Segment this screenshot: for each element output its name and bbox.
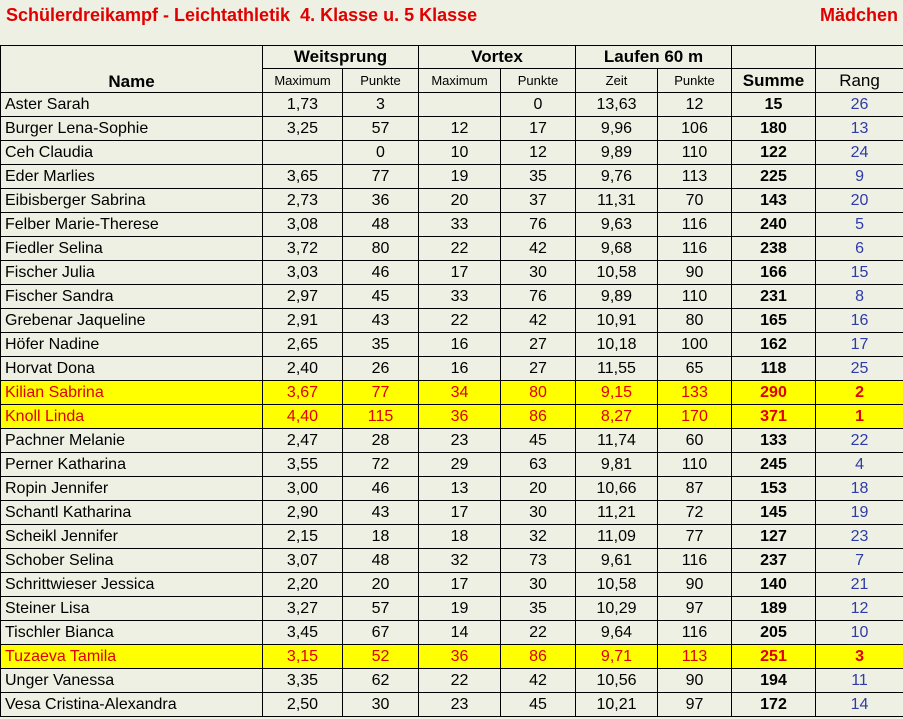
cell-lf-zeit: 10,58 (576, 261, 658, 285)
cell-ws-maximum (263, 141, 343, 165)
cell-vx-maximum: 17 (419, 501, 501, 525)
cell-name: Ceh Claudia (1, 141, 263, 165)
cell-ws-punkte: 26 (343, 357, 419, 381)
cell-name: Aster Sarah (1, 93, 263, 117)
cell-summe: 189 (732, 597, 816, 621)
table-row (1, 525, 903, 549)
header-laufen: Laufen 60 m (576, 46, 732, 69)
cell-ws-maximum: 3,55 (263, 453, 343, 477)
table-row (1, 285, 903, 309)
cell-vx-punkte: 27 (501, 357, 576, 381)
table-row (1, 261, 903, 285)
cell-lf-zeit: 9,89 (576, 285, 658, 309)
cell-summe: 127 (732, 525, 816, 549)
subheader-lf-zeit: Zeit (576, 69, 658, 93)
cell-summe: 140 (732, 573, 816, 597)
cell-ws-maximum: 2,40 (263, 357, 343, 381)
subheader-ws-punkte: Punkte (343, 69, 419, 93)
cell-vx-punkte: 17 (501, 117, 576, 141)
cell-lf-zeit: 8,27 (576, 405, 658, 429)
cell-rang: 24 (816, 141, 903, 165)
cell-name: Horvat Dona (1, 357, 263, 381)
cell-name: Scheikl Jennifer (1, 525, 263, 549)
cell-ws-maximum: 2,15 (263, 525, 343, 549)
cell-name: Burger Lena-Sophie (1, 117, 263, 141)
cell-vx-maximum: 22 (419, 309, 501, 333)
cell-name: Ropin Jennifer (1, 477, 263, 501)
header-weitsprung: Weitsprung (263, 46, 419, 69)
cell-rang: 17 (816, 333, 903, 357)
cell-name: Schantl Katharina (1, 501, 263, 525)
cell-ws-punkte: 0 (343, 141, 419, 165)
cell-summe: 237 (732, 549, 816, 573)
header-rang: Rang (816, 69, 903, 93)
cell-lf-punkte: 70 (658, 189, 732, 213)
subheader-vx-punkte: Punkte (501, 69, 576, 93)
cell-summe: 165 (732, 309, 816, 333)
table-row (1, 309, 903, 333)
cell-lf-punkte: 80 (658, 309, 732, 333)
cell-rang: 11 (816, 669, 903, 693)
cell-vx-maximum: 16 (419, 357, 501, 381)
cell-vx-maximum: 34 (419, 381, 501, 405)
cell-lf-punkte: 12 (658, 93, 732, 117)
cell-lf-zeit: 10,56 (576, 669, 658, 693)
cell-ws-maximum: 2,90 (263, 501, 343, 525)
cell-rang: 9 (816, 165, 903, 189)
table-row (1, 477, 903, 501)
header-summe: Summe (732, 69, 816, 93)
cell-lf-zeit: 9,63 (576, 213, 658, 237)
cell-rang: 19 (816, 501, 903, 525)
cell-name: Fiedler Selina (1, 237, 263, 261)
cell-lf-punkte: 110 (658, 141, 732, 165)
cell-vx-punkte: 35 (501, 597, 576, 621)
cell-name: Perner Katharina (1, 453, 263, 477)
cell-vx-punkte: 45 (501, 693, 576, 717)
cell-rang: 4 (816, 453, 903, 477)
cell-vx-maximum: 22 (419, 669, 501, 693)
cell-vx-punkte: 86 (501, 405, 576, 429)
cell-summe: 153 (732, 477, 816, 501)
cell-vx-punkte: 42 (501, 237, 576, 261)
cell-summe: 231 (732, 285, 816, 309)
cell-vx-punkte: 76 (501, 285, 576, 309)
cell-lf-zeit: 9,61 (576, 549, 658, 573)
cell-vx-maximum: 36 (419, 405, 501, 429)
cell-vx-punkte: 76 (501, 213, 576, 237)
table-row (1, 621, 903, 645)
subheader-vx-maximum: Maximum (419, 69, 501, 93)
table-row (1, 573, 903, 597)
cell-lf-zeit: 11,31 (576, 189, 658, 213)
cell-ws-maximum: 3,08 (263, 213, 343, 237)
cell-vx-punkte: 22 (501, 621, 576, 645)
cell-summe: 245 (732, 453, 816, 477)
cell-summe: 172 (732, 693, 816, 717)
cell-vx-maximum: 19 (419, 165, 501, 189)
cell-lf-zeit: 11,74 (576, 429, 658, 453)
cell-vx-maximum: 23 (419, 693, 501, 717)
cell-ws-maximum: 2,50 (263, 693, 343, 717)
cell-vx-maximum: 12 (419, 117, 501, 141)
cell-lf-zeit: 11,09 (576, 525, 658, 549)
cell-ws-maximum: 3,07 (263, 549, 343, 573)
cell-vx-maximum: 16 (419, 333, 501, 357)
cell-ws-maximum: 3,00 (263, 477, 343, 501)
cell-vx-maximum: 18 (419, 525, 501, 549)
cell-lf-zeit: 13,63 (576, 93, 658, 117)
results-table (0, 45, 903, 717)
cell-summe: 162 (732, 333, 816, 357)
cell-rang: 12 (816, 597, 903, 621)
cell-lf-zeit: 9,68 (576, 237, 658, 261)
cell-lf-punkte: 65 (658, 357, 732, 381)
cell-lf-zeit: 10,18 (576, 333, 658, 357)
cell-ws-maximum: 2,47 (263, 429, 343, 453)
cell-lf-zeit: 10,58 (576, 573, 658, 597)
cell-ws-punkte: 45 (343, 285, 419, 309)
cell-ws-punkte: 30 (343, 693, 419, 717)
table-row (1, 381, 903, 405)
cell-summe: 180 (732, 117, 816, 141)
cell-vx-maximum (419, 93, 501, 117)
table-row (1, 405, 903, 429)
cell-summe: 240 (732, 213, 816, 237)
cell-rang: 22 (816, 429, 903, 453)
table-row (1, 333, 903, 357)
cell-lf-punkte: 116 (658, 213, 732, 237)
cell-rang: 2 (816, 381, 903, 405)
cell-vx-maximum: 20 (419, 189, 501, 213)
cell-vx-maximum: 32 (419, 549, 501, 573)
cell-lf-punkte: 106 (658, 117, 732, 141)
cell-name: Grebenar Jaqueline (1, 309, 263, 333)
cell-vx-punkte: 0 (501, 93, 576, 117)
cell-ws-maximum: 3,67 (263, 381, 343, 405)
cell-summe: 251 (732, 645, 816, 669)
cell-lf-zeit: 9,71 (576, 645, 658, 669)
cell-name: Kilian Sabrina (1, 381, 263, 405)
cell-summe: 122 (732, 141, 816, 165)
cell-ws-maximum: 3,65 (263, 165, 343, 189)
cell-ws-punkte: 46 (343, 261, 419, 285)
cell-lf-zeit: 9,76 (576, 165, 658, 189)
cell-lf-zeit: 9,15 (576, 381, 658, 405)
cell-vx-punkte: 73 (501, 549, 576, 573)
cell-rang: 25 (816, 357, 903, 381)
table-row (1, 213, 903, 237)
cell-vx-punkte: 32 (501, 525, 576, 549)
cell-lf-punkte: 90 (658, 669, 732, 693)
category-label: Mädchen (819, 5, 898, 25)
cell-ws-maximum: 3,03 (263, 261, 343, 285)
cell-ws-punkte: 43 (343, 501, 419, 525)
cell-name: Steiner Lisa (1, 597, 263, 621)
cell-vx-maximum: 13 (419, 477, 501, 501)
cell-lf-punkte: 116 (658, 549, 732, 573)
subheader-ws-maximum: Maximum (263, 69, 343, 93)
cell-rang: 26 (816, 93, 903, 117)
cell-vx-punkte: 42 (501, 309, 576, 333)
cell-ws-punkte: 43 (343, 309, 419, 333)
table-row (1, 645, 903, 669)
table-row (1, 237, 903, 261)
cell-vx-punkte: 45 (501, 429, 576, 453)
cell-lf-punkte: 110 (658, 453, 732, 477)
cell-ws-punkte: 20 (343, 573, 419, 597)
cell-ws-punkte: 48 (343, 549, 419, 573)
cell-ws-maximum: 2,91 (263, 309, 343, 333)
cell-ws-punkte: 57 (343, 117, 419, 141)
header-name: Name (1, 46, 263, 93)
table-row (1, 165, 903, 189)
cell-ws-maximum: 4,40 (263, 405, 343, 429)
table-row (1, 93, 903, 117)
cell-summe: 290 (732, 381, 816, 405)
cell-ws-punkte: 48 (343, 213, 419, 237)
cell-ws-punkte: 28 (343, 429, 419, 453)
cell-summe: 194 (732, 669, 816, 693)
results-body (1, 93, 903, 717)
cell-rang: 6 (816, 237, 903, 261)
cell-rang: 14 (816, 693, 903, 717)
header-summe-spacer (732, 46, 816, 69)
cell-vx-maximum: 14 (419, 621, 501, 645)
cell-ws-punkte: 77 (343, 165, 419, 189)
cell-lf-punkte: 113 (658, 165, 732, 189)
table-row (1, 597, 903, 621)
cell-ws-punkte: 3 (343, 93, 419, 117)
cell-ws-punkte: 72 (343, 453, 419, 477)
table-row (1, 357, 903, 381)
cell-vx-punkte: 30 (501, 261, 576, 285)
cell-name: Schober Selina (1, 549, 263, 573)
cell-ws-maximum: 2,97 (263, 285, 343, 309)
cell-ws-maximum: 3,25 (263, 117, 343, 141)
cell-rang: 10 (816, 621, 903, 645)
cell-lf-zeit: 10,66 (576, 477, 658, 501)
cell-name: Felber Marie-Therese (1, 213, 263, 237)
cell-summe: 371 (732, 405, 816, 429)
cell-ws-punkte: 35 (343, 333, 419, 357)
table-row (1, 549, 903, 573)
cell-name: Eder Marlies (1, 165, 263, 189)
cell-ws-punkte: 18 (343, 525, 419, 549)
cell-ws-punkte: 46 (343, 477, 419, 501)
cell-name: Schrittwieser Jessica (1, 573, 263, 597)
cell-vx-maximum: 33 (419, 213, 501, 237)
cell-summe: 166 (732, 261, 816, 285)
cell-lf-zeit: 9,81 (576, 453, 658, 477)
cell-summe: 238 (732, 237, 816, 261)
cell-rang: 16 (816, 309, 903, 333)
cell-ws-punkte: 36 (343, 189, 419, 213)
cell-ws-maximum: 3,27 (263, 597, 343, 621)
cell-lf-punkte: 97 (658, 597, 732, 621)
cell-name: Fischer Julia (1, 261, 263, 285)
cell-lf-punkte: 87 (658, 477, 732, 501)
cell-summe: 225 (732, 165, 816, 189)
cell-lf-zeit: 9,96 (576, 117, 658, 141)
cell-rang: 15 (816, 261, 903, 285)
cell-lf-punkte: 90 (658, 573, 732, 597)
cell-summe: 143 (732, 189, 816, 213)
cell-vx-maximum: 19 (419, 597, 501, 621)
table-row (1, 429, 903, 453)
cell-ws-maximum: 1,73 (263, 93, 343, 117)
cell-ws-maximum: 2,20 (263, 573, 343, 597)
cell-summe: 145 (732, 501, 816, 525)
cell-lf-punkte: 100 (658, 333, 732, 357)
cell-ws-punkte: 80 (343, 237, 419, 261)
cell-vx-maximum: 10 (419, 141, 501, 165)
cell-ws-maximum: 2,73 (263, 189, 343, 213)
cell-ws-maximum: 3,45 (263, 621, 343, 645)
cell-ws-maximum: 3,35 (263, 669, 343, 693)
cell-vx-maximum: 17 (419, 261, 501, 285)
cell-ws-maximum: 3,72 (263, 237, 343, 261)
table-row (1, 669, 903, 693)
cell-lf-zeit: 9,64 (576, 621, 658, 645)
cell-lf-punkte: 116 (658, 621, 732, 645)
cell-rang: 20 (816, 189, 903, 213)
cell-rang: 8 (816, 285, 903, 309)
table-row (1, 501, 903, 525)
cell-vx-punkte: 42 (501, 669, 576, 693)
table-row (1, 141, 903, 165)
cell-vx-punkte: 12 (501, 141, 576, 165)
cell-rang: 18 (816, 477, 903, 501)
cell-vx-punkte: 80 (501, 381, 576, 405)
cell-name: Tuzaeva Tamila (1, 645, 263, 669)
cell-name: Tischler Bianca (1, 621, 263, 645)
cell-vx-punkte: 37 (501, 189, 576, 213)
cell-vx-maximum: 22 (419, 237, 501, 261)
cell-vx-punkte: 27 (501, 333, 576, 357)
cell-ws-punkte: 57 (343, 597, 419, 621)
header-rang-spacer (816, 46, 903, 69)
cell-lf-punkte: 116 (658, 237, 732, 261)
cell-vx-punkte: 30 (501, 501, 576, 525)
cell-lf-zeit: 9,89 (576, 141, 658, 165)
cell-lf-punkte: 97 (658, 693, 732, 717)
cell-ws-punkte: 62 (343, 669, 419, 693)
cell-lf-zeit: 10,21 (576, 693, 658, 717)
cell-lf-zeit: 10,29 (576, 597, 658, 621)
cell-vx-maximum: 29 (419, 453, 501, 477)
cell-lf-punkte: 133 (658, 381, 732, 405)
cell-vx-punkte: 63 (501, 453, 576, 477)
table-row (1, 117, 903, 141)
cell-ws-maximum: 3,15 (263, 645, 343, 669)
cell-ws-punkte: 115 (343, 405, 419, 429)
cell-summe: 118 (732, 357, 816, 381)
cell-rang: 7 (816, 549, 903, 573)
cell-ws-punkte: 67 (343, 621, 419, 645)
cell-name: Höfer Nadine (1, 333, 263, 357)
cell-vx-maximum: 36 (419, 645, 501, 669)
cell-lf-punkte: 77 (658, 525, 732, 549)
subheader-lf-punkte: Punkte (658, 69, 732, 93)
cell-lf-punkte: 72 (658, 501, 732, 525)
cell-vx-punkte: 35 (501, 165, 576, 189)
cell-lf-punkte: 113 (658, 645, 732, 669)
cell-lf-punkte: 170 (658, 405, 732, 429)
cell-lf-zeit: 11,55 (576, 357, 658, 381)
cell-vx-maximum: 23 (419, 429, 501, 453)
cell-name: Pachner Melanie (1, 429, 263, 453)
cell-name: Knoll Linda (1, 405, 263, 429)
cell-lf-punkte: 90 (658, 261, 732, 285)
cell-vx-punkte: 20 (501, 477, 576, 501)
cell-rang: 1 (816, 405, 903, 429)
table-row (1, 189, 903, 213)
header-vortex: Vortex (419, 46, 576, 69)
cell-lf-punkte: 110 (658, 285, 732, 309)
page-title: Schülerdreikampf - Leichtathletik 4. Klasse u. 5 Klasse (6, 5, 478, 25)
cell-vx-punkte: 86 (501, 645, 576, 669)
cell-name: Fischer Sandra (1, 285, 263, 309)
cell-vx-maximum: 17 (419, 573, 501, 597)
cell-vx-punkte: 30 (501, 573, 576, 597)
cell-summe: 133 (732, 429, 816, 453)
cell-rang: 21 (816, 573, 903, 597)
cell-rang: 3 (816, 645, 903, 669)
cell-lf-punkte: 60 (658, 429, 732, 453)
table-row (1, 453, 903, 477)
table-row (1, 693, 903, 717)
cell-ws-punkte: 52 (343, 645, 419, 669)
cell-name: Eibisberger Sabrina (1, 189, 263, 213)
cell-name: Vesa Cristina-Alexandra (1, 693, 263, 717)
cell-lf-zeit: 10,91 (576, 309, 658, 333)
cell-rang: 23 (816, 525, 903, 549)
cell-vx-maximum: 33 (419, 285, 501, 309)
cell-rang: 13 (816, 117, 903, 141)
cell-lf-zeit: 11,21 (576, 501, 658, 525)
cell-summe: 15 (732, 93, 816, 117)
cell-name: Unger Vanessa (1, 669, 263, 693)
cell-rang: 5 (816, 213, 903, 237)
cell-summe: 205 (732, 621, 816, 645)
cell-ws-punkte: 77 (343, 381, 419, 405)
cell-ws-maximum: 2,65 (263, 333, 343, 357)
